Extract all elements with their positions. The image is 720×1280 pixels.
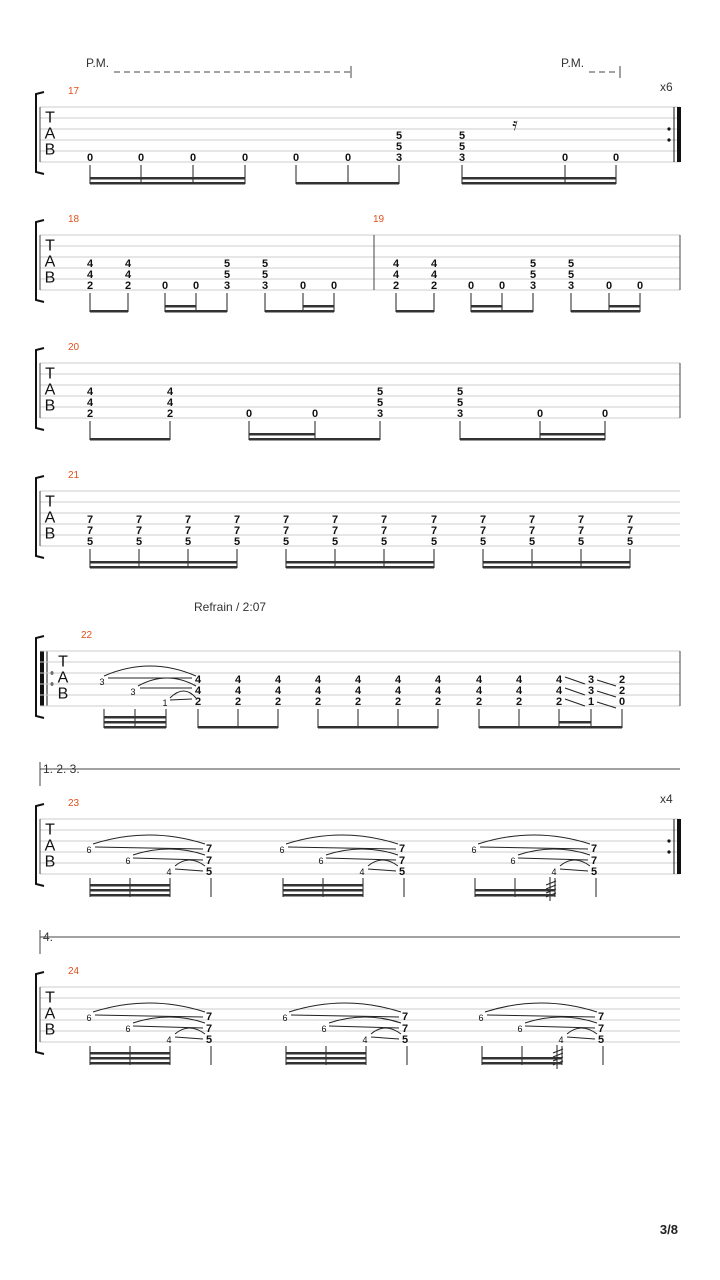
fret-number: 4 <box>430 269 438 281</box>
fret-number: 7 <box>528 514 536 526</box>
fret-number: 0 <box>605 280 613 292</box>
fret-number: 7 <box>590 843 598 855</box>
fret-number: 5 <box>626 536 634 548</box>
fret-number: 3 <box>587 685 595 697</box>
system-6 <box>36 798 681 901</box>
fret-number: 0 <box>241 152 249 164</box>
fret-number: 7 <box>233 514 241 526</box>
fret-number: 5 <box>458 141 466 153</box>
fret-number: 4 <box>86 258 94 270</box>
fret-number: 7 <box>282 514 290 526</box>
fret-number: 1 <box>587 696 595 708</box>
system-3 <box>36 342 680 441</box>
fret-number: 6 <box>318 856 324 866</box>
fret-number: 5 <box>590 866 598 878</box>
fret-number: 5 <box>376 386 384 398</box>
fret-number: 2 <box>475 696 483 708</box>
fret-number: 4 <box>555 674 563 686</box>
fret-number: 5 <box>261 258 269 270</box>
volta-label: 4. <box>43 930 54 944</box>
fret-number: 4 <box>124 269 132 281</box>
fret-number: 3 <box>529 280 537 292</box>
fret-number: 0 <box>561 152 569 164</box>
fret-number: 7 <box>205 1023 213 1035</box>
fret-number: 5 <box>184 536 192 548</box>
fret-number: 4 <box>392 269 400 281</box>
fret-number: 0 <box>467 280 475 292</box>
fret-number: 7 <box>184 514 192 526</box>
tab-letter: T <box>45 237 55 255</box>
palm-mute-label: P.M. <box>86 56 110 70</box>
fret-number: 4 <box>314 674 322 686</box>
fret-number: 6 <box>517 1024 523 1034</box>
fret-number: 5 <box>479 536 487 548</box>
fret-number: 5 <box>223 269 231 281</box>
fret-number: 5 <box>86 536 94 548</box>
fret-number: 2 <box>555 696 563 708</box>
palm-mute-label-2: P.M. <box>561 56 585 70</box>
fret-number: 7 <box>331 525 339 537</box>
fret-number: 7 <box>380 514 388 526</box>
svg-text:𝄿: 𝄿 <box>512 114 518 134</box>
fret-number: 0 <box>189 152 197 164</box>
section-marker: Refrain / 2:07 <box>194 600 267 614</box>
tab-letter: T <box>45 109 55 127</box>
fret-number: 4 <box>314 685 322 697</box>
fret-number: 6 <box>321 1024 327 1034</box>
fret-number: 7 <box>626 514 634 526</box>
fret-number: 7 <box>577 525 585 537</box>
fret-number: 2 <box>166 408 174 420</box>
measure-number: 24 <box>68 966 80 977</box>
fret-number: 4 <box>124 258 132 270</box>
tab-letter: A <box>44 837 56 855</box>
fret-number: 3 <box>223 280 231 292</box>
fret-number: 0 <box>86 152 94 164</box>
fret-number: 4 <box>359 867 365 877</box>
fret-number: 7 <box>135 525 143 537</box>
fret-number: 4 <box>555 685 563 697</box>
tab-letter: B <box>44 853 56 871</box>
repeat-count: x4 <box>660 792 673 806</box>
fret-number: 4 <box>234 674 242 686</box>
fret-number: 5 <box>529 269 537 281</box>
fret-number: 0 <box>330 280 338 292</box>
fret-number: 2 <box>430 280 438 292</box>
tab-letter: B <box>44 269 56 287</box>
tab-letter: B <box>57 685 69 703</box>
fret-number: 4 <box>166 397 174 409</box>
fret-number: 6 <box>471 845 477 855</box>
fret-number: 4 <box>362 1035 368 1045</box>
measure-number: 21 <box>68 470 80 481</box>
fret-number: 4 <box>194 685 202 697</box>
tab-letter: B <box>44 397 56 415</box>
page-number: 3/8 <box>659 1222 678 1237</box>
system-2 <box>36 214 680 313</box>
fret-number: 0 <box>344 152 352 164</box>
fret-number: 4 <box>515 674 523 686</box>
tab-letter: B <box>44 1021 56 1039</box>
fret-number: 2 <box>392 280 400 292</box>
fret-number: 2 <box>515 696 523 708</box>
fret-number: 0 <box>299 280 307 292</box>
fret-number: 7 <box>590 855 598 867</box>
system-1 <box>36 86 681 185</box>
fret-number: 7 <box>86 525 94 537</box>
tab-letter: T <box>58 653 68 671</box>
fret-number: 2 <box>234 696 242 708</box>
fret-number: 1 <box>162 698 168 708</box>
fret-number: 5 <box>261 269 269 281</box>
fret-number: 6 <box>86 1013 92 1023</box>
repeat-count: x6 <box>660 80 673 94</box>
fret-number: 2 <box>394 696 402 708</box>
fret-number: 7 <box>233 525 241 537</box>
fret-number: 7 <box>479 514 487 526</box>
fret-number: 5 <box>597 1034 605 1046</box>
fret-number: 2 <box>354 696 362 708</box>
fret-number: 4 <box>392 258 400 270</box>
fret-number: 6 <box>510 856 516 866</box>
fret-number: 7 <box>331 514 339 526</box>
fret-number: 5 <box>135 536 143 548</box>
system-5 <box>36 630 680 729</box>
fret-number: 6 <box>125 856 131 866</box>
fret-number: 3 <box>376 408 384 420</box>
fret-number: 3 <box>587 674 595 686</box>
fret-number: 4 <box>166 386 174 398</box>
fret-number: 6 <box>282 1013 288 1023</box>
fret-number: 4 <box>430 258 438 270</box>
fret-number: 2 <box>618 674 626 686</box>
fret-number: 2 <box>434 696 442 708</box>
fret-number: 5 <box>567 258 575 270</box>
fret-number: 3 <box>458 152 466 164</box>
fret-number: 4 <box>475 685 483 697</box>
fret-number: 0 <box>618 696 626 708</box>
fret-number: 5 <box>205 866 213 878</box>
fret-number: 7 <box>430 525 438 537</box>
fret-number: 0 <box>612 152 620 164</box>
fret-number: 7 <box>398 843 406 855</box>
fret-number: 5 <box>331 536 339 548</box>
fret-number: 0 <box>192 280 200 292</box>
fret-number: 7 <box>479 525 487 537</box>
fret-number: 7 <box>626 525 634 537</box>
measure-number: 17 <box>68 86 80 97</box>
fret-number: 0 <box>601 408 609 420</box>
tab-letter: A <box>44 125 56 143</box>
fret-number: 2 <box>618 685 626 697</box>
fret-number: 4 <box>434 674 442 686</box>
fret-number: 5 <box>376 397 384 409</box>
fret-number: 5 <box>223 258 231 270</box>
fret-number: 7 <box>597 1023 605 1035</box>
fret-number: 2 <box>124 280 132 292</box>
tab-letter: T <box>45 493 55 511</box>
fret-number: 5 <box>380 536 388 548</box>
fret-number: 6 <box>86 845 92 855</box>
fret-number: 4 <box>274 685 282 697</box>
fret-number: 0 <box>311 408 319 420</box>
measure-number: 20 <box>68 342 80 353</box>
fret-number: 7 <box>398 855 406 867</box>
fret-number: 4 <box>394 674 402 686</box>
fret-number: 5 <box>395 141 403 153</box>
fret-number: 0 <box>245 408 253 420</box>
fret-number: 4 <box>394 685 402 697</box>
tab-letter: A <box>44 1005 56 1023</box>
fret-number: 5 <box>398 866 406 878</box>
fret-number: 7 <box>205 843 213 855</box>
fret-number: 4 <box>166 867 172 877</box>
fret-number: 4 <box>551 867 557 877</box>
fret-number: 2 <box>274 696 282 708</box>
fret-number: 3 <box>261 280 269 292</box>
fret-number: 4 <box>234 685 242 697</box>
fret-number: 5 <box>456 397 464 409</box>
fret-number: 4 <box>354 685 362 697</box>
tab-letter: A <box>44 253 56 271</box>
fret-number: 7 <box>380 525 388 537</box>
tab-letter: A <box>44 509 56 527</box>
fret-number: 0 <box>498 280 506 292</box>
fret-number: 3 <box>395 152 403 164</box>
fret-number: 6 <box>125 1024 131 1034</box>
fret-number: 4 <box>274 674 282 686</box>
fret-number: 6 <box>478 1013 484 1023</box>
fret-number: 4 <box>194 674 202 686</box>
fret-number: 7 <box>528 525 536 537</box>
fret-number: 5 <box>567 269 575 281</box>
fret-number: 5 <box>577 536 585 548</box>
fret-number: 5 <box>528 536 536 548</box>
fret-number: 4 <box>558 1035 564 1045</box>
fret-number: 3 <box>99 677 105 687</box>
fret-number: 5 <box>430 536 438 548</box>
fret-number: 7 <box>401 1011 409 1023</box>
fret-number: 4 <box>86 269 94 281</box>
fret-number: 7 <box>401 1023 409 1035</box>
fret-number: 7 <box>86 514 94 526</box>
fret-number: 4 <box>515 685 523 697</box>
fret-number: 5 <box>456 386 464 398</box>
tab-letter: A <box>44 381 56 399</box>
fret-number: 0 <box>636 280 644 292</box>
fret-number: 0 <box>137 152 145 164</box>
fret-number: 3 <box>567 280 575 292</box>
fret-number: 4 <box>434 685 442 697</box>
fret-number: 3 <box>456 408 464 420</box>
fret-number: 7 <box>282 525 290 537</box>
tab-letter: T <box>45 989 55 1007</box>
fret-number: 5 <box>395 130 403 142</box>
fret-number: 2 <box>86 280 94 292</box>
fret-number: 2 <box>314 696 322 708</box>
fret-number: 4 <box>86 397 94 409</box>
measure-number: 19 <box>373 214 385 225</box>
fret-number: 4 <box>86 386 94 398</box>
system-4 <box>36 470 680 569</box>
fret-number: 5 <box>205 1034 213 1046</box>
fret-number: 4 <box>354 674 362 686</box>
tab-letter: T <box>45 365 55 383</box>
fret-number: 2 <box>86 408 94 420</box>
system-7 <box>36 966 680 1069</box>
fret-number: 7 <box>205 1011 213 1023</box>
fret-number: 0 <box>292 152 300 164</box>
fret-number: 7 <box>135 514 143 526</box>
fret-number: 3 <box>130 687 136 697</box>
fret-number: 0 <box>161 280 169 292</box>
fret-number: 7 <box>184 525 192 537</box>
fret-number: 7 <box>577 514 585 526</box>
fret-number: 5 <box>233 536 241 548</box>
fret-number: 5 <box>529 258 537 270</box>
measure-number: 22 <box>81 630 93 641</box>
fret-number: 6 <box>279 845 285 855</box>
fret-number: 5 <box>458 130 466 142</box>
tab-letter: A <box>57 669 69 687</box>
measure-number: 18 <box>68 214 80 225</box>
fret-number: 4 <box>475 674 483 686</box>
fret-number: 4 <box>166 1035 172 1045</box>
fret-number: 5 <box>282 536 290 548</box>
measure-number: 23 <box>68 798 80 809</box>
tab-letter: T <box>45 821 55 839</box>
volta-label: 1. 2. 3. <box>43 762 80 776</box>
fret-number: 2 <box>194 696 202 708</box>
tab-letter: B <box>44 525 56 543</box>
fret-number: 0 <box>536 408 544 420</box>
fret-number: 7 <box>597 1011 605 1023</box>
fret-number: 7 <box>205 855 213 867</box>
fret-number: 7 <box>430 514 438 526</box>
tab-letter: B <box>44 141 56 159</box>
fret-number: 5 <box>401 1034 409 1046</box>
